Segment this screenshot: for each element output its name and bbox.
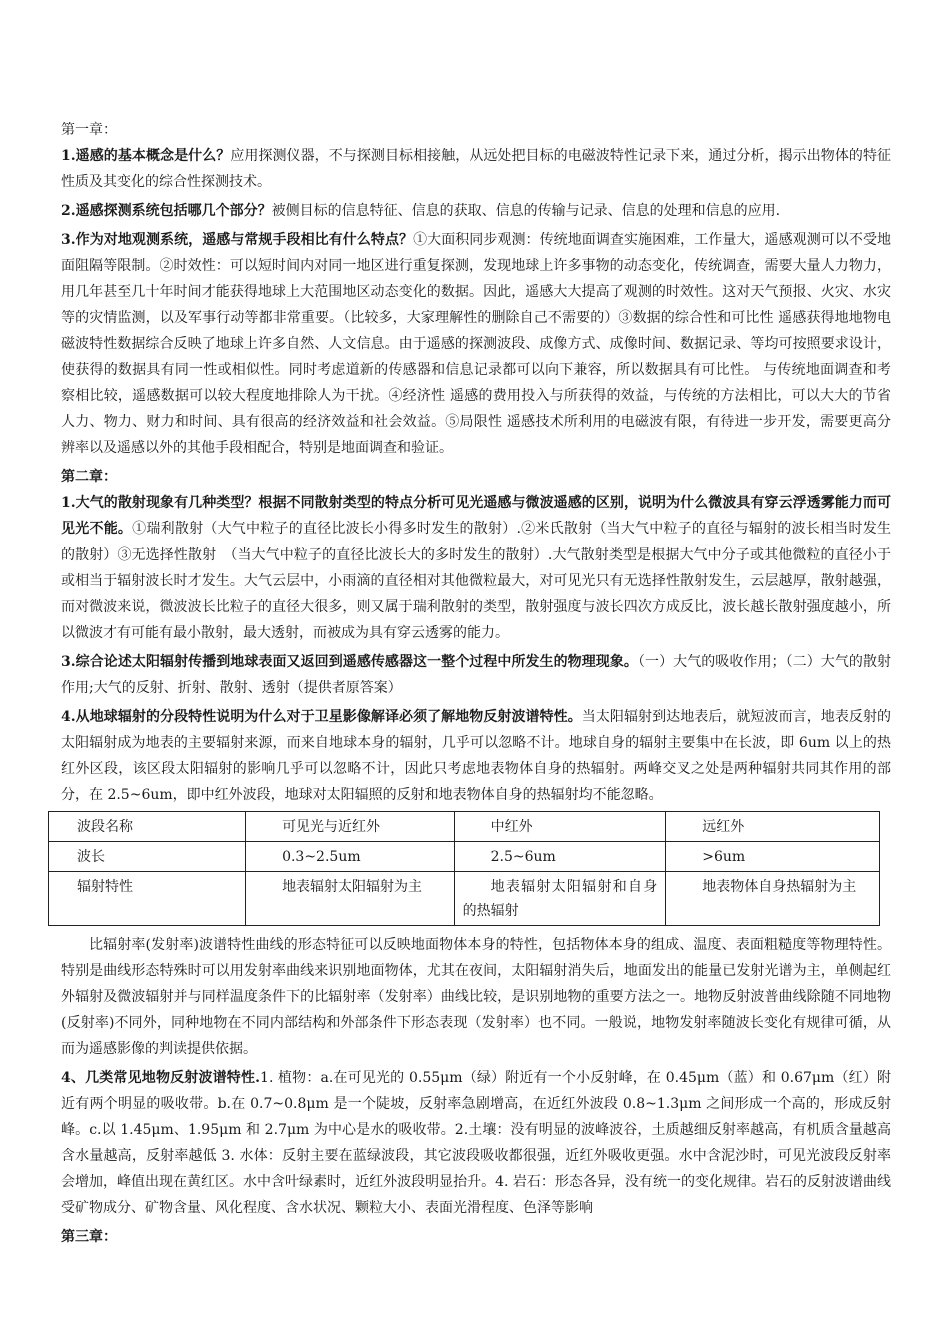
table-cell: 波长	[49, 842, 246, 872]
ch1-q1-title: 1.遥感的基本概念是什么？	[61, 148, 231, 164]
table-cell: 辐射特性	[49, 872, 246, 926]
document-page	[61, 117, 891, 1250]
ch2-question-1	[61, 490, 891, 646]
ch1-q2-title: 2.遥感探测系统包括哪几个部分？	[61, 203, 272, 219]
ch2-question-4	[61, 704, 891, 808]
chapter-2-heading: 第二章：	[61, 469, 117, 485]
ch2-q4b-title: 4、几类常见地物反射波谱特性.	[61, 1070, 261, 1086]
emissivity-paragraph: 比辐射率(发射率)波谱特性曲线的形态特征可以反映地面物体本身的特性，包括物体本身的组成、温度、表面粗糙度等物理特性。特别是曲线形态特殊时可以用发射率曲线来识别地面物体，尤其在夜间，太阳辐射消失后，地面发出的能量已发射光谱为主，单侧起红外辐射及微波辐射并与同样温度条件下的比辐射率（发射率）曲线比较，是识别地物的重要方法之一。地物反射波普曲线除随不同地物(反射率)不同外，同种地物在不同内部结构和外部条件下形态表现（发射率）也不同。一般说，地物发射率随波长变化有规律可循，从而为遥感影像的判读提供依据。	[61, 937, 891, 1057]
ch2-q4-answer: 当太阳辐射到达地表后，就短波而言，地表反射的太阳辐射成为地表的主要辐射来源，而来自地球本身的辐射，几乎可以忽略不计。地球自身的辐射主要集中在长波，即 6um 以上的热红外区段，该区段太阳辐射的影响几乎可以忽略不计，因此只考虑地表物体自身的热辐射。两峰交叉之处是两种辐射共同其作用的部分，在 2.5~6um，即中红外波段，地球对太阳辐照的反射和地表物体自身的热辐射均不能忽略。	[61, 709, 892, 803]
ch2-q3-answer: （一）大气的吸收作用；（二）大气的散射作用;大气的反射、折射、散射、透射（提供者原答案）	[61, 654, 891, 696]
ch2-q3-title: 3.综合论述太阳辐射传播到地球表面又返回到遥感传感器这一整个过程中所发生的物理现象。	[61, 654, 638, 670]
table-row	[49, 812, 880, 842]
ch2-q1-title: 1.大气的散射现象有几种类型？根据不同散射类型的特点分析可见光遥感与微波遥感的区别，说明为什么微波具有穿云浮透雾能力而可见光不能。	[61, 495, 891, 537]
table-header-cell: 可见光与近红外	[246, 812, 455, 842]
ch1-question-1	[61, 143, 891, 195]
ch1-question-3	[61, 227, 891, 461]
table-cell: 地表辐射太阳辐射为主	[246, 872, 455, 926]
ch1-q2-answer: 被侧目标的信息特征、信息的获取、信息的传输与记录、信息的处理和信息的应用.	[271, 203, 781, 219]
table-header-cell: 波段名称	[49, 812, 246, 842]
ch1-q1-answer: 应用探测仪器，不与探测目标相接触，从远处把目标的电磁波特性记录下来，通过分析，揭示出物体的特征性质及其变化的综合性探测技术。	[61, 148, 892, 190]
ch2-q4b-answer: 1. 植物：a.在可见光的 0.55μm（绿）附近有一个小反射峰，在 0.45μm（蓝）和 0.67μm（红）附近有两个明显的吸收带。b.在 0.7~0.8μm 是一个陡坡，反射率急剧增高，在近红外波段 0.8~1.3μm 之间形成一个高的，形成反射峰。c.以 1.45μm、1.95μm 和 2.7μm 为中心是水的吸收带。2.土壤：没有明显的波峰波谷，土质越细反射率越高，有机质含量越高含水量越高，反射率越低 3. 水体：反射主要在蓝绿波段，其它波段吸收都很强，近红外吸收更强。水中含泥沙时，可见光波段反射率会增加，峰值出现在黄红区。水中含叶绿素时，近红外波段明显抬升。4. 岩石：形态各异，没有统一的变化规律。岩石的反射波谱曲线受矿物成分、矿物含量、风化程度、含水状况、颗粒大小、表面光滑程度、色泽等影响	[61, 1070, 891, 1216]
table-cell: 0.3~2.5um	[246, 842, 455, 872]
table-cell: 2.5~6um	[454, 842, 666, 872]
table-cell: 地表辐射太阳辐射和自身的热辐射	[454, 872, 666, 926]
table-cell: 地表物体自身热辐射为主	[666, 872, 880, 926]
ch1-question-2	[61, 198, 891, 224]
ch1-q3-answer: ①大面积同步观测：传统地面调查实施困难，工作量大，遥感观测可以不受地面阻隔等限制。②时效性：可以短时间内对同一地区进行重复探测，发现地球上许多事物的动态变化，传统调查，需要大量人力物力，用几年甚至几十年时间才能获得地球上大范围地区动态变化的数据。因此，遥感大大提高了观测的时效性。这对天气预报、火灾、水灾等的灾情监测，以及军事行动等都非常重要。（比较多，大家理解性的删除自己不需要的）③数据的综合性和可比性 遥感获得地地物电磁波特性数据综合反映了地球上许多自然、人文信息。由于遥感的探测波段、成像方式、成像时间、数据记录、等均可按照要求设计，使获得的数据具有同一性或相似性。同时考虑道新的传感器和信息记录都可以向下兼容，所以数据具有可比性。 与传统地面调查和考察相比较，遥感数据可以较大程度地排除人为干扰。④经济性 遥感的费用投入与所获得的效益，与传统的方法相比，可以大大的节省人力、物力、财力和时间、具有很高的经济效益和社会效益。⑤局限性 遥感技术所利用的电磁波有限，有待进一步开发，需要更高分辨率以及遥感以外的其他手段相配合，特别是地面调查和验证。	[61, 232, 891, 456]
ch2-q1-answer: ①瑞利散射（大气中粒子的直径比波长小得多时发生的散射）.②米氏散射（当大气中粒子的直径与辐射的波长相当时发生的散射）③无选择性散射 （当大气中粒子的直径比波长大的多时发生的散射）.大气散射类型是根据大气中分子或其他微粒的直径小于或相当于辐射波长时才发生。大气云层中，小雨滴的直径相对其他微粒最大，对可见光只有无选择性散射发生，云层越厚，散射越强，而对微波来说，微波波长比粒子的直径大很多，则又属于瑞利散射的类型，散射强度与波长四次方成反比，波长越长散射强度越小，所以微波才有可能有最小散射，最大透射，而被成为具有穿云透雾的能力。	[61, 521, 891, 641]
table-row	[49, 872, 880, 926]
ch2-question-4b	[61, 1065, 891, 1221]
ch2-q4-title: 4.从地球辐射的分段特性说明为什么对于卫星影像解译必须了解地物反射波谱特性。	[61, 709, 582, 725]
table-header-cell: 远红外	[666, 812, 880, 842]
table-cell: >6um	[666, 842, 880, 872]
chapter-3-heading: 第三章：	[61, 1229, 117, 1245]
table-header-cell: 中红外	[454, 812, 666, 842]
ch2-question-3	[61, 649, 891, 701]
ch1-q3-title: 3.作为对地观测系统，遥感与常规手段相比有什么特点？	[61, 232, 414, 248]
chapter-1-heading: 第一章：	[61, 122, 117, 138]
table-row	[49, 842, 880, 872]
radiation-band-table	[48, 811, 880, 926]
